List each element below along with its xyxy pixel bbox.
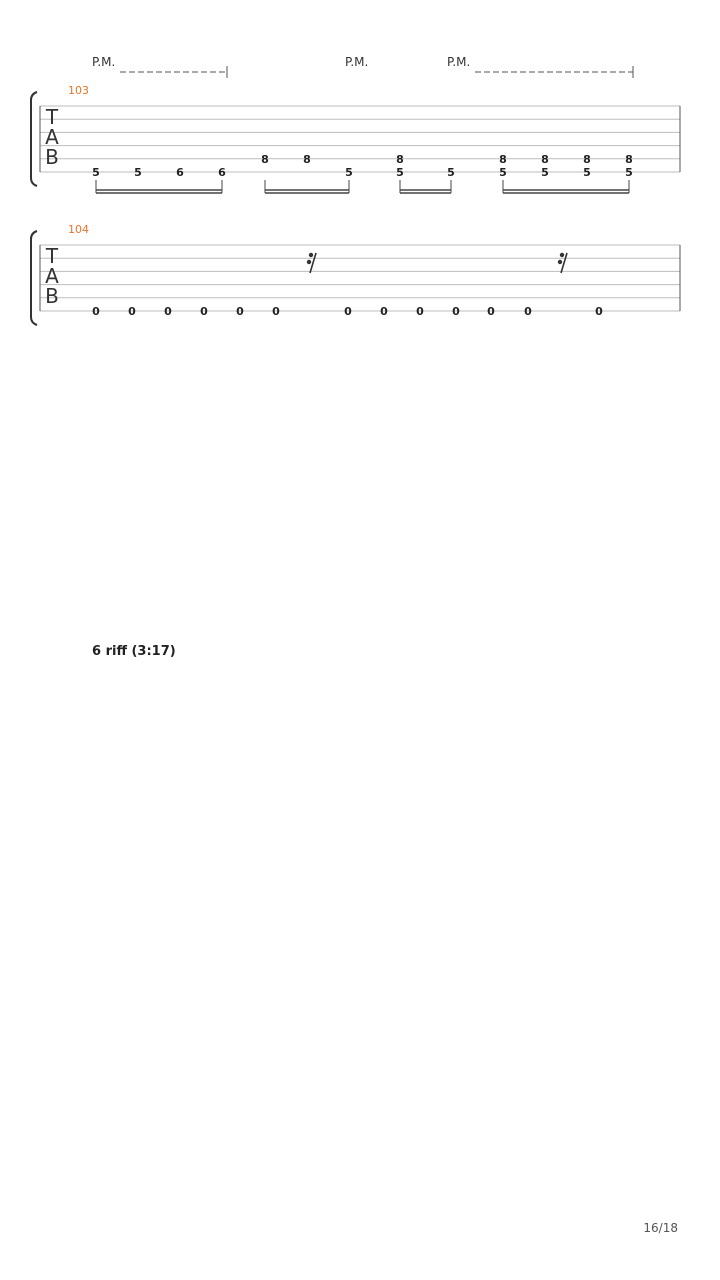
beam-group [96, 180, 222, 193]
fret-number: 5 [583, 166, 591, 179]
fret-number: 8 [625, 152, 633, 166]
measure-number: 104 [68, 223, 89, 236]
tab-clef-letter: A [45, 264, 59, 288]
palm-mute-label: P.M. [345, 55, 369, 69]
fret-number: 5 [396, 166, 404, 179]
fret-number: 0 [236, 305, 244, 318]
fret-number: 5 [447, 166, 455, 179]
rest-flag [558, 260, 562, 264]
beam-group [503, 180, 629, 193]
section-label: 6 riff (3:17) [92, 644, 176, 659]
fret-number: 5 [499, 166, 507, 179]
sixteenth-rest [558, 253, 567, 273]
tab-clef-letter: T [45, 244, 59, 268]
tab-clef-letter: B [45, 284, 59, 308]
fret-number: 8 [499, 152, 507, 166]
fret-number: 5 [541, 166, 549, 179]
fret-number: 0 [595, 305, 603, 318]
sixteenth-rest [307, 253, 316, 273]
fret-number: 8 [261, 152, 269, 166]
rest-flag [307, 260, 311, 264]
fret-number: 0 [344, 305, 352, 318]
system-bracket [31, 92, 37, 186]
system-bracket [31, 231, 37, 325]
fret-number: 6 [218, 166, 226, 179]
fret-number: 6 [176, 166, 184, 179]
tab-clef-letter: T [45, 105, 59, 129]
tab-clef-letter: B [45, 145, 59, 169]
tab-clef-letter: A [45, 125, 59, 149]
fret-number: 8 [583, 152, 591, 166]
rest-flag [309, 253, 313, 257]
fret-number: 5 [134, 166, 142, 179]
fret-number: 0 [380, 305, 388, 318]
palm-mute-label: P.M. [447, 55, 471, 69]
fret-number: 8 [303, 152, 311, 166]
fret-number: 0 [92, 305, 100, 318]
fret-number: 0 [164, 305, 172, 318]
beam-group [400, 180, 451, 193]
page-number: 16/18 [643, 1221, 678, 1235]
fret-number: 0 [524, 305, 532, 318]
measure-number: 103 [68, 84, 89, 97]
fret-number: 0 [452, 305, 460, 318]
fret-number: 8 [541, 152, 549, 166]
rest-flag [560, 253, 564, 257]
fret-number: 0 [487, 305, 495, 318]
fret-number: 5 [625, 166, 633, 179]
fret-number: 5 [92, 166, 100, 179]
palm-mute-label: P.M. [92, 55, 116, 69]
fret-number: 0 [128, 305, 136, 318]
fret-number: 0 [272, 305, 280, 318]
fret-number: 5 [345, 166, 353, 179]
fret-number: 0 [200, 305, 208, 318]
fret-number: 8 [396, 152, 404, 166]
beam-group [265, 180, 349, 193]
fret-number: 0 [416, 305, 424, 318]
